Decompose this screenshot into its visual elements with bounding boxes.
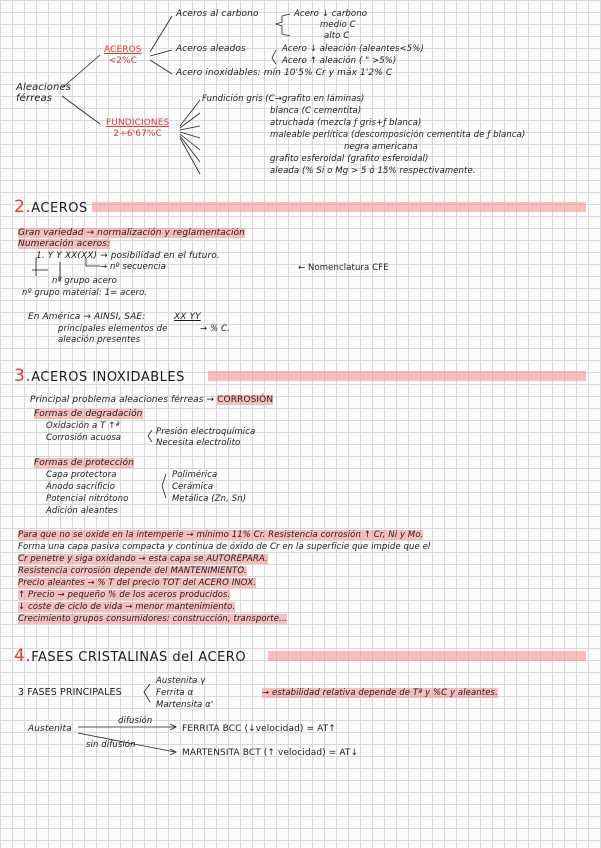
sec3-prot-title	[34, 458, 134, 469]
fund-item-3: atruchada (mezcla ƒ gris+ƒ blanca)	[270, 118, 422, 128]
fund-item-5: negra americana	[344, 142, 418, 152]
sec3-prot-2: Ánodo sacrificio	[46, 482, 116, 492]
sec2-heading	[14, 199, 88, 217]
sec4-phases-label: 3 FASES PRINCIPALES	[18, 687, 122, 698]
sec2-line-2	[18, 239, 110, 250]
sec3-note-8-text: Crecimiento grupos consumidores: construcción, transporte...	[18, 614, 288, 624]
sec4-stability-text: → estabilidad relativa depende de Tª y %C y aleantes.	[262, 688, 498, 698]
fund-item-7: aleada (% Si o Mg > 5 ó 15% respectivamente.	[270, 166, 476, 176]
sec3-note-6-text: ↑ Precio → pequeño % de los aceros producidos.	[18, 590, 231, 600]
sec3-note-5-text: Precio aleantes → % T del precio TOT del ACERO INOX.	[18, 578, 257, 588]
sec3-note-6	[18, 590, 230, 601]
carbono-sub-high: alto C	[324, 31, 350, 41]
sec3-note-4-text: Resistencia corrosión depende del MANTENIMIENTO.	[18, 566, 247, 576]
sec4-number: 4.	[14, 646, 32, 666]
fund-item-6: grafito esferoidal (grafito esferoidal)	[270, 154, 429, 164]
sec3-lead-text: Principal problema aleaciones férreas →	[30, 395, 215, 405]
branch-carbono: Aceros al carbono	[176, 9, 259, 19]
sec3-note-1	[18, 530, 423, 541]
sec3-lead-highlight: CORROSIÓN	[217, 395, 274, 405]
sec3-deg-note-2: Necesita electrolito	[156, 438, 241, 448]
sec3-deg-title-text: Formas de degradación	[34, 409, 143, 419]
aceros-title: ACEROS	[104, 45, 142, 55]
carbono-sub-low: Acero ↓ carbono	[294, 9, 367, 19]
sec4-ferrita: FERRITA BCC (↓velocidad) = AT↑	[182, 724, 336, 734]
root-line-1: Aleaciones	[16, 82, 71, 93]
fund-item-2: blanca (C cementita)	[270, 106, 362, 116]
sec2-secuencia: → nº secuencia	[100, 262, 166, 272]
sec3-note-8	[18, 614, 287, 625]
sec3-prot-3: Potencial nitrótono	[46, 494, 129, 504]
sec3-prot-note-2: Cerámica	[172, 482, 214, 492]
sec3-note-1-text: Para que no se oxide en la intemperie → mínimo 11% Cr. Resistencia corrosión ↑ Cr, Ni y Mo.	[18, 530, 424, 540]
sec3-deg-2: Corrosión acuosa	[46, 433, 122, 443]
fund-item-4: maleable perlítica (descomposición cementita de ƒ blanca)	[270, 130, 526, 140]
sec3-note-7	[18, 602, 235, 613]
sec2-highlight-bar	[92, 202, 586, 212]
sec3-note-3	[18, 554, 268, 565]
sec4-title: FASES CRISTALINAS del ACERO	[31, 650, 247, 665]
sec4-austenita: Austenita	[28, 724, 72, 734]
sec2-america: En América → AINSI, SAE:	[28, 312, 146, 322]
sec3-prot-title-text: Formas de protección	[34, 458, 134, 468]
sec2-line-1	[18, 228, 245, 239]
sec2-aleacion: aleación presentes	[58, 335, 141, 345]
sec3-prot-note-1: Polimérica	[172, 470, 218, 480]
sec3-note-2: Forma una capa pasiva compacta y continua de óxido de Cr en la superficie que impide que el	[18, 542, 431, 552]
sec2-grupo-acero: nº grupo acero	[52, 276, 117, 286]
sec2-title: ACEROS	[31, 201, 88, 216]
sec4-sindifusion: sin difusión	[86, 740, 136, 750]
fund-item-1: Fundición gris (C→grafito en láminas)	[202, 94, 365, 104]
aleados-sub-low: Acero ↓ aleación (aleantes<5%)	[282, 44, 424, 54]
sec4-stability	[262, 688, 498, 699]
sec3-note-3-text: Cr penetre y siga oxidando → esta capa se AUTOREPARA.	[18, 554, 268, 564]
sec3-prot-note-3: Metálica (Zn, Sn)	[172, 494, 247, 504]
sec4-phase-2: Ferrita α	[156, 688, 194, 698]
aceros-range: <2%C	[108, 56, 138, 66]
sec3-prot-4: Adición aleantes	[46, 506, 118, 516]
sec4-heading	[14, 648, 246, 666]
sec2-pct-c: → % C.	[200, 324, 230, 334]
sec2-number: 2.	[14, 197, 32, 217]
sec2-line-1-text: Gran variedad → normalización y reglamentación	[18, 228, 245, 238]
fundiciones-node	[106, 118, 169, 140]
sec3-prot-1: Capa protectora	[46, 470, 117, 480]
sec3-note-7-text: ↓ coste de ciclo de vida → menor mantenimiento.	[18, 602, 236, 612]
branch-inox: Acero inoxidables: mín 10'5% Cr y máx 1'2% C	[176, 68, 393, 78]
sec3-title: ACEROS INOXIDABLES	[31, 370, 185, 385]
sec3-deg-1: Oxidación a T ↑ª	[46, 421, 120, 431]
aceros-node	[104, 45, 142, 67]
sec2-nomenclatura: ← Nomenclatura CFE	[298, 263, 389, 273]
sec4-phase-1: Austenita γ	[156, 676, 206, 686]
branch-aleados: Aceros aleados	[176, 44, 246, 54]
sec4-martensita: MARTENSITA BCT (↑ velocidad) = AT↓	[182, 748, 359, 758]
sec2-principales: principales elementos de	[58, 324, 168, 334]
sec3-lead	[30, 395, 273, 406]
sec3-note-4	[18, 566, 247, 577]
sec3-deg-title	[34, 409, 143, 420]
sec2-xxyy: XX YY	[174, 312, 201, 322]
sec3-heading	[14, 368, 185, 386]
sec3-deg-note-1: Presión electroquímica	[156, 427, 256, 437]
carbono-sub-mid: medio C	[320, 20, 356, 30]
fundiciones-title: FUNDICIONES	[106, 118, 170, 128]
sec3-number: 3.	[14, 366, 32, 386]
sec2-line-2-text: Numeración aceros:	[18, 239, 111, 249]
root-label	[16, 82, 71, 104]
sec4-highlight-bar	[268, 651, 586, 661]
sec3-note-5	[18, 578, 256, 589]
aleados-sub-high: Acero ↑ aleación ( " >5%)	[282, 56, 397, 66]
root-line-2: férreas	[16, 93, 53, 104]
sec4-phase-3: Martensita α'	[156, 700, 214, 710]
fundiciones-range: 2÷6'67%C	[113, 129, 162, 139]
sec2-code: 1. Y Y XX(XX) → posibilidad en el futuro.	[36, 251, 220, 261]
sec3-highlight-bar	[208, 371, 586, 381]
sec4-difusion: difusión	[118, 716, 153, 726]
sec2-grupo-material: nº grupo material: 1= acero.	[22, 288, 148, 298]
